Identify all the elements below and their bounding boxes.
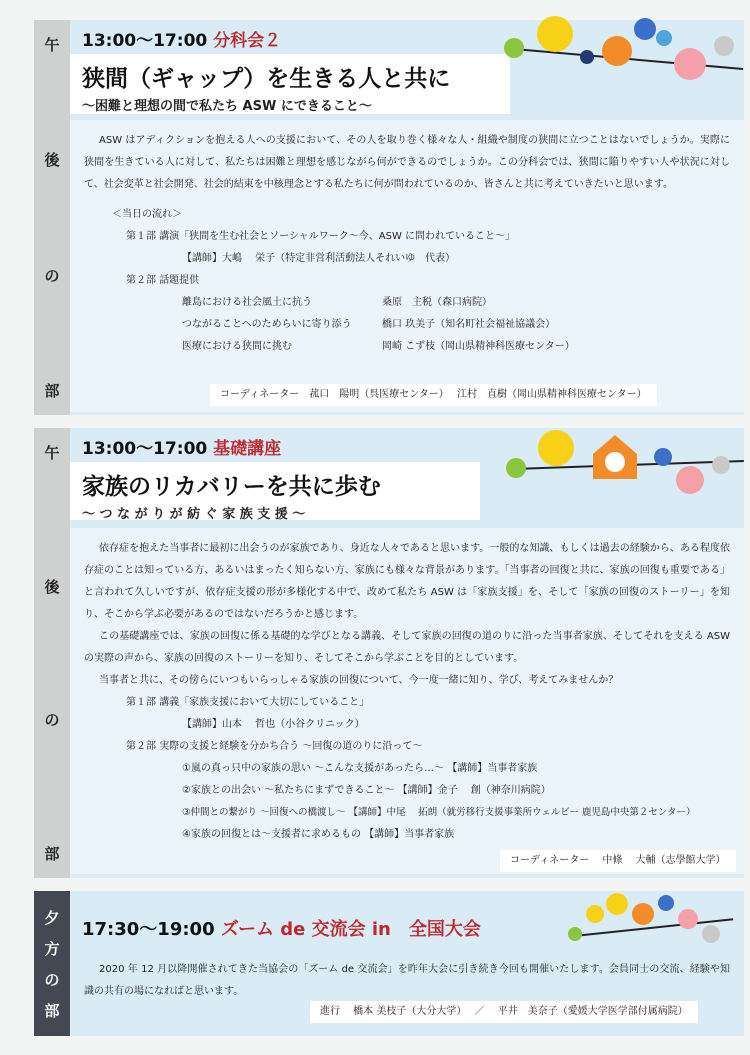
session-time: 13:00～17:00 分科会２	[82, 31, 282, 51]
session-time: 17:30～19:00 ズーム de 交流会 in 全国大会	[82, 919, 481, 940]
description: 2020 年 12 月以降開催されてきた当協会の「ズーム de 交流会」を昨年大会に引き続き今回も開催いたします。会員同士の交流、経験や知識の共有の場になればと思います。	[84, 964, 730, 997]
program-item: ①嵐の真っ只中の家族の思い ～こんな支援があったら…～ 【講師】当事者家族	[182, 763, 538, 774]
dot-decoration	[702, 925, 720, 943]
session-time: 13:00～17:00 基礎講座	[82, 439, 282, 459]
coordinator: 進行 橋本 美枝子（大分大学） ／ 平井 美奈子（愛媛大学医学部付属病院）	[310, 1001, 698, 1023]
dot-decoration	[632, 903, 654, 925]
part-2: 第２部 話題提供	[126, 275, 200, 286]
part-2: 第２部 実際の支援と経験を分かち合う ～回復の道のりに沿って～	[126, 741, 423, 752]
dot-decoration	[504, 38, 524, 58]
topic-item: つながることへのためらいに寄り添う 橋口 玖美子（知名町社会福祉協議会）	[182, 319, 556, 330]
dot-decoration	[568, 927, 582, 941]
dot-decoration	[658, 895, 674, 911]
dot-decoration	[678, 909, 698, 929]
dot-decoration	[634, 18, 656, 40]
description: 依存症を抱えた当事者に最初に出会うのが家族であり、身近な人々であると思います。一般的な知識、もしくは過去の経験から、ある程度依存症のことは知っている方、あるいはまったく知らない方、家族にも様々な背景があります。「当事者の回復と共に、家族の回復も重要である」と言われて久しいですが、依存症支援の形が多様化する中で、改めて私たち ASW は「家族支援」を、そして「家族の回復のストーリー」を知り、そこから学ぶ必要があるのではないだろうかと感じます。	[84, 543, 730, 620]
dot-decoration	[674, 48, 706, 80]
description: ASW はアディクションを抱える人への支援において、その人を取り巻く様々な人・組織や制度の狭間に立つことはないでしょうか。実際に狭間を生きている人に対して、私たちは困難と理想を感じながら何ができるのでしょうか。この分科会では、狭間に陥りやすい人や状況に対して、社会変革と社会開発、社会的結束を中核理念とする私たちに何が問われているのか、皆さんと共に考えていきたいと思います。	[84, 135, 730, 190]
house-icon	[590, 432, 640, 482]
coordinator: コーディネーター 中條 大輔（志學館大学）	[500, 850, 736, 872]
session-title: 家族のリカバリーを共に歩む	[82, 474, 381, 500]
dot-decoration	[580, 50, 594, 64]
program-item: ③仲間との繋がり ～回復への橋渡し～ 【講師】中尾 拓朗（就労移行支援事業所ウェルビー 鹿児島中央第２センター）	[182, 807, 696, 818]
session-tag: ズーム de 交流会 in 全国大会	[220, 919, 481, 940]
session-content	[70, 120, 744, 412]
dot-decoration	[656, 30, 672, 46]
title-box	[70, 54, 510, 114]
session-bunkakai	[34, 20, 744, 415]
session-title: 狭間（ギャップ）を生きる人と共に	[82, 66, 451, 92]
side-label: 午 後 の 部	[34, 428, 70, 878]
session-subtitle: ～ つ な が り が 紡 ぐ 家 族 支 援 ～	[82, 507, 306, 522]
session-subtitle: ～困難と理想の間で私たち ASW にできること～	[82, 99, 372, 114]
session-content	[70, 528, 744, 874]
part-1: 第１部 講義「家族支援において大切にしていること」	[126, 697, 370, 708]
dot-decoration	[606, 893, 628, 915]
dot-decoration	[712, 456, 730, 474]
description: 当事者と共に、その傍らにいつもいらっしゃる家族の回復について、今一度一緒に知り、学び、考えてみませんか？	[99, 675, 619, 686]
description: この基礎講座では、家族の回復に係る基礎的な学びとなる講義、そして家族の回復の道のりに沿った当事者家族、そしてそれを支える ASW の実際の声から、家族の回復のストーリーを知り、そしてそこから学ぶことを目的としています。	[84, 631, 730, 664]
dot-decoration	[654, 448, 672, 466]
session-tag: 分科会２	[213, 31, 282, 51]
program-item: ②家族との出会い ～私たちにまずできること～ 【講師】金子 創（神奈川病院）	[182, 785, 551, 796]
part-1: 第１部 講演「狭間を生む社会とソーシャルワーク～今、ASW に問われていること～」	[126, 231, 516, 242]
program-flow	[84, 204, 730, 358]
dot-decoration	[586, 905, 604, 923]
dot-decoration	[506, 458, 526, 478]
dot-decoration	[537, 16, 573, 52]
dot-decoration	[602, 36, 632, 66]
coordinator: コーディネーター 菰口 陽明（呉医療センター） 江村 直樹（岡山県精神科医療センター）	[210, 384, 657, 406]
session-kiso-koza	[34, 428, 744, 878]
dot-decoration	[538, 430, 574, 466]
dot-decoration	[676, 466, 704, 494]
dot-decoration	[714, 36, 734, 56]
program-item: ④家族の回復とは～支援者に求めるもの 【講師】当事者家族	[182, 829, 455, 840]
topic-item: 医療における狭間に挑む 岡崎 こず枝（岡山県精神科医療センター）	[182, 341, 575, 352]
session-tag: 基礎講座	[213, 439, 282, 459]
side-label: 午 後 の 部	[34, 20, 70, 415]
flow-heading: ＜当日の流れ＞	[112, 209, 182, 220]
part-1-lecturer: 【講師】山本 哲也（小谷クリニック）	[182, 719, 365, 730]
side-label: 夕 方 の 部	[34, 891, 70, 1036]
topic-item: 離島における社会風土に抗う 桑原 主税（森口病院）	[182, 297, 492, 308]
part-1-lecturer: 【講師】大嶋 栄子（特定非営利活動法人それいゆ 代表）	[182, 253, 456, 264]
title-box	[70, 462, 480, 520]
session-zoom-koryukai	[34, 891, 744, 1036]
